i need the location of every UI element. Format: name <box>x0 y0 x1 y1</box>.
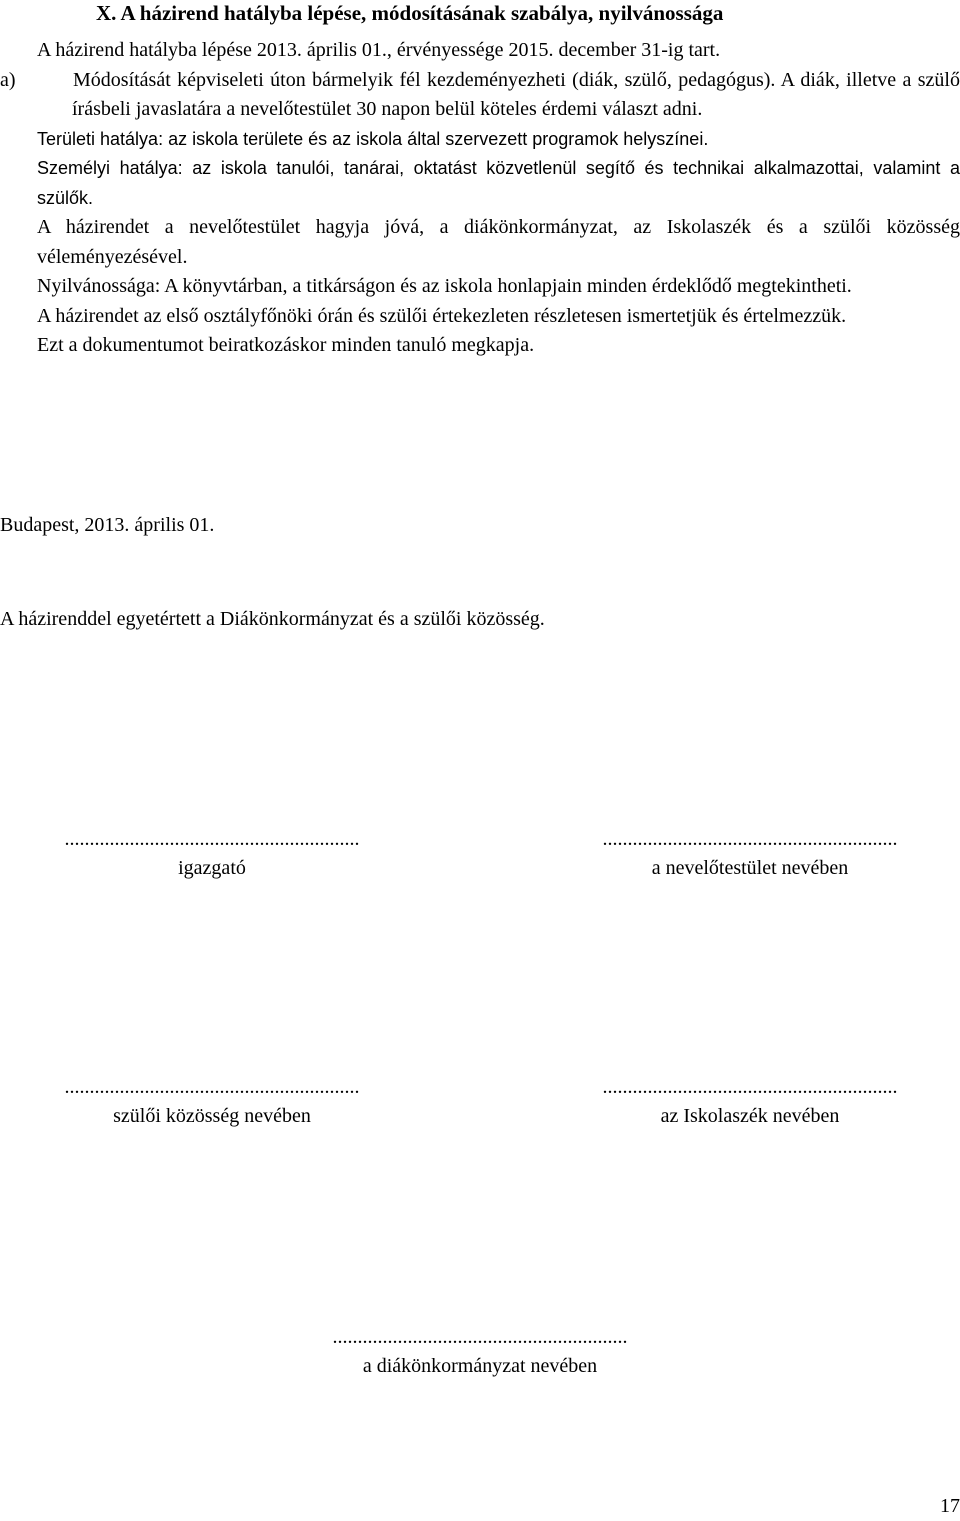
signature-line: ........................................................... <box>332 1326 628 1348</box>
item-text: Ezt a dokumentumot beiratkozáskor minden tanuló megkapja. <box>37 334 535 356</box>
list-item-3 <box>0 154 960 213</box>
list-item-4 <box>0 213 960 272</box>
item-number <box>0 213 37 243</box>
item-text: A házirend hatályba lépése 2013. április 01., érvényessége 2015. december 31-ig tart. <box>37 39 721 61</box>
item-number <box>0 331 37 361</box>
item-text: Módosítását képviseleti úton bármelyik fél kezdeményezheti (diák, szülő, pedagógus). A diák, illetve a szülő írásbeli javaslatára a nevelőtestület 30 napon belül köteles érdemi választ adni. <box>72 68 960 120</box>
signature-label-staff: a nevelőtestület nevében <box>651 857 849 879</box>
signature-line: ........................................................... <box>602 828 898 850</box>
list-item-1a <box>0 66 960 125</box>
item-text: Személyi hatálya: az iskola tanulói, tanárai, oktatást közvetlenül segítő és technikai alkalmazottai, valamint a szülők. <box>37 158 960 208</box>
list-item-6 <box>0 302 960 332</box>
item-number <box>0 125 37 155</box>
signature-students <box>300 1326 660 1380</box>
item-number <box>0 154 37 184</box>
item-number <box>0 36 37 66</box>
item-number <box>0 272 37 302</box>
approval-statement: A házirenddel egyetértett a Diákönkormányzat és a szülői közösség. <box>0 608 545 630</box>
list-item-5 <box>0 272 960 302</box>
signature-label-students: a diákönkormányzat nevében <box>362 1355 598 1377</box>
signature-label-parents: szülői közösség nevében <box>113 1105 311 1127</box>
signature-line: ........................................................... <box>602 1076 898 1098</box>
rules-list <box>0 36 960 361</box>
item-number <box>0 302 37 332</box>
list-item-7 <box>0 331 960 361</box>
list-item-1 <box>0 36 960 66</box>
page-number: 17 <box>940 1495 960 1517</box>
item-number: a) <box>0 68 16 91</box>
item-text: Nyilvánossága: A könyvtárban, a titkárságon és az iskola honlapjain minden érdeklődő megtekintheti. <box>37 275 852 297</box>
list-item-2 <box>0 125 960 155</box>
signature-label-principal: igazgató <box>178 857 246 879</box>
signature-line: ........................................................... <box>64 1076 360 1098</box>
place-date: Budapest, 2013. április 01. <box>0 514 215 536</box>
item-text: A házirendet az első osztályfőnöki órán és szülői értekezleten részletesen ismertetjük és értelmezzük. <box>37 304 847 327</box>
signature-staff <box>570 828 930 882</box>
section-title: X. A házirend hatályba lépése, módosításának szabálya, nyilvánossága <box>96 1 724 25</box>
item-text: Területi hatálya: az iskola területe és az iskola által szervezett programok helyszínei. <box>37 128 709 149</box>
signature-parents <box>32 1076 392 1130</box>
signature-line: ........................................................... <box>64 828 360 850</box>
item-text: A házirendet a nevelőtestület hagyja jóvá, a diákönkormányzat, az Iskolaszék és a szülői közösség véleményezésével. <box>37 216 960 268</box>
signature-principal <box>32 828 392 882</box>
signature-board <box>570 1076 930 1130</box>
signature-label-board: az Iskolaszék nevében <box>660 1105 840 1127</box>
